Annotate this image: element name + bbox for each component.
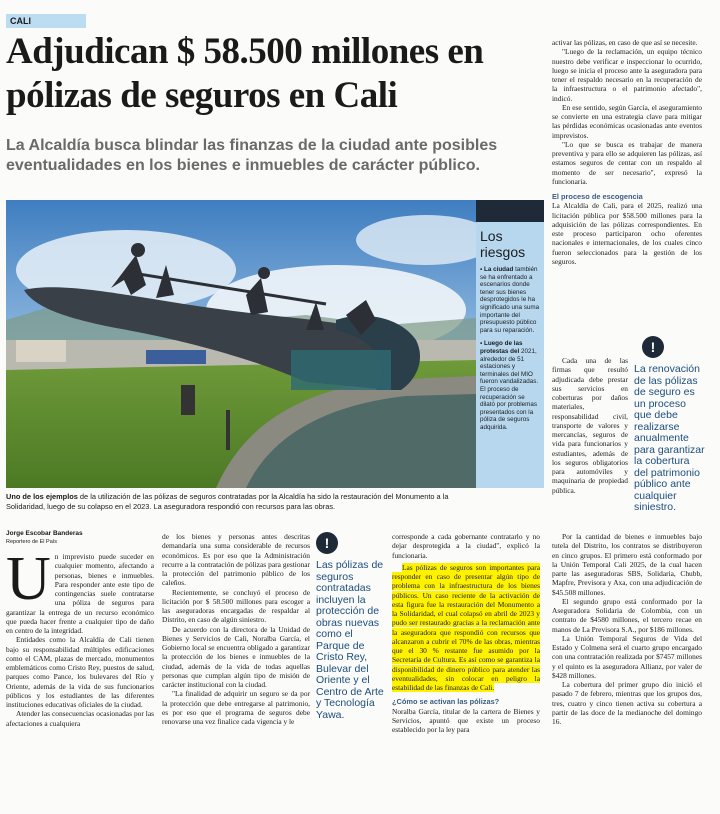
article-column-4c xyxy=(552,532,702,726)
headline: Adjudican $ 58.500 millones en pólizas de seguros en Cali xyxy=(6,31,484,116)
section-tag: CALI xyxy=(6,14,86,28)
paragraph: La cobertura del primer grupo dio inició el pasado 7 de febrero, mientras que los grupos dos, tres, cuatro y cinco tienen activa su cobertura a partir de las doce de la medianoche del domingo 16. xyxy=(552,680,702,726)
paragraph: Entidades como la Alcaldía de Cali tienen bajo su responsabilidad múltiples edificaciones como el CAM, plazas de mercado, monumentos emblemáticos como Cristo Rey, puestos de salud, parques como Pance, los bulevares del Río y Oriente, además de la vida de sus funcionarios públicos y los estudiantes de las diferentes instituciones educativas oficiales de la ciudad. xyxy=(6,635,154,709)
paragraph: n imprevisto puede suceder en cualquier momento, afectando a personas, bienes e inmuebles. Para responder ante este tipo de contingencias suele contratarse una póliza de seguros para garantizar la entrega de un recurso económico que pueda hacer frente a cualquier tipo de daño en centro de la integridad. xyxy=(6,552,154,635)
paragraph: Cada una de las firmas que resultó adjudicada debe prestar sus servicios en coberturas por daños materiales, responsabilidad civil, transporte de valores y mercancías, seguros de vida para funcionarios y estudiantes, además de los seguros obligatorios para automóviles y maquinaria de propiedad pública. xyxy=(552,356,628,495)
byline: Jorge Escobar Banderas Reportero de El País xyxy=(6,530,83,545)
paragraph: De acuerdo con la directora de la Unidad de Bienes y Servicios de Cali, Noralba García, el Gobierno local se encuentra obligado a garantizar la protección de los bienes e inmuebles de la ciudad, además de la vida de todas aquellas personas que cumplan algún tipo de misión de carácter institucional con la ciudad. xyxy=(162,624,310,689)
paragraph: Por la cantidad de bienes e inmuebles bajo tutela del Distrito, los contratos se distribuyeron en cinco grupos. El primero está conformado por la Unión Temporal Cali 2025, de la cual hacen parte las aseguradoras SBS, Solidaria, Chubb, Mapfre, Previsora y Axa, con una adjudicación de $45.508 millones. xyxy=(552,532,702,597)
paragraph: La Alcaldía de Cali, para el 2025, realizó una licitación pública por $58.500 millones para la adquisición de las pólizas correspondientes. En este proceso participaron ocho oferentes nacionales e internacionales, de los cuales cinco fueron seleccionados para la gestión de los seguros. xyxy=(552,201,702,266)
drop-cap: U xyxy=(6,545,51,613)
paragraph: El segundo grupo está conformado por la Aseguradora Solidaria de Colombia, con un contrato de $4580 millones, el tercero recae en manos de La Previsora S.A., por $186 millones. xyxy=(552,596,702,634)
highlighted-paragraph: Las pólizas de seguros son importantes para responder en caso de presentar algún tipo de problema con la infraestructura de los bienes públicos. Un caso reciente de la activación de esta figura fue la restauración del Monumento a la Solidaridad, el cual colapsó en abril de 2023 y pudo ser restaurado gracias a la reclamación ante la aseguradora que respondió con recursos que alcanzaron a cubrir el 70% de las obras, mientras que el 30 % restante fue asumido por la Secretaría de Cultura. Es así como se garantiza la disponibilidad de dinero público para atender las eventualidades, sin colocar en peligro la estabilidad de las finanzas de Cali. xyxy=(392,562,540,692)
paragraph: Noralba García, titular de la cartera de Bienes y Servicios, apuntó que existe un proceso establecido por la ley para xyxy=(392,706,540,735)
paragraph: de los bienes y personas antes descritas demandaría una suma considerable de recursos económicos. Es por eso que la Administración recurre a la contratación de pólizas para gestionar la protección del patrimonio público de los caleños. xyxy=(162,532,310,588)
paragraph: La Unión Temporal Seguros de Vida del Estado y Colmena será el cuarto grupo encargado con una contratación realizada por $7457 millones y el quinto es la aseguradora Allianz, por valer de $428 millones. xyxy=(552,633,702,680)
exclamation-icon: ! xyxy=(642,336,664,358)
paragraph: "Luego de la reclamación, un equipo técnico nuestro debe verificar e inspeccionar lo ocurrido, luego se inicia el proceso ante la aseguradora para tener el respaldo necesario en la recuperación de la infraestructura o el patrimonio afectado", indicó. xyxy=(552,47,702,103)
article-column-1 xyxy=(6,545,154,728)
article-column-3 xyxy=(392,532,540,735)
sidebar-header-bar xyxy=(476,200,544,222)
risks-sidebar xyxy=(476,200,544,488)
monument-illustration xyxy=(6,200,476,488)
sidebar-title: Los riesgos xyxy=(480,228,526,260)
subhead: La Alcaldía busca blindar las finanzas de la ciudad ante posibles eventualidades en los bienes e inmuebles de carácter público. xyxy=(6,137,498,174)
article-column-4 xyxy=(552,38,702,266)
subsection-title: El proceso de escogencia xyxy=(552,192,643,201)
pull-quote-1: ! Las pólizas de seguros contratadas incluyen la protección de obras nuevas como el Parque de Cristo Rey, Bulevar del Oriente y el Centro de Arte y Tecnología Yawa. xyxy=(316,532,384,721)
sidebar-item: ▪ Luego de las protestas del 2021, alrededor de 51 estaciones y terminales del MIO fueron vandalizadas. El proceso de recuperación se dilató por problemas presentados con la póliza de seguros adquirida. xyxy=(480,340,539,431)
exclamation-icon: ! xyxy=(316,532,338,554)
subsection-title: ¿Cómo se activan las pólizas? xyxy=(392,697,500,707)
pull-quote-2: ! La renovación de las pólizas de seguro es un proceso que debe realizarse anualmente para garantizar la cobertura del patrimonio público ante cualquier siniestro. xyxy=(634,336,706,514)
paragraph: "Lo que se busca es trabajar de manera preventiva y para ello se adquieren las pólizas, así estamos seguros de centar con un respaldo al momento de ser necesario", expresó la funcionaria. xyxy=(552,139,702,186)
paragraph: corresponde a cada gobernante contratarlo y no dejar desprotegida a la ciudad", explicó la funcionaria. xyxy=(392,532,540,560)
paragraph: Atender las consecuencias ocasionadas por las afectaciones a cualquiera xyxy=(6,709,154,728)
paragraph: activar las pólizas, en caso de que así se necesite. xyxy=(552,38,698,47)
paragraph: Recientemente, se concluyó el proceso de licitación por $ 58.500 millones para escoger a las aseguradoras encargadas de respaldar al Distrito, en caso de algún siniestro. xyxy=(162,587,310,625)
article-column-4b xyxy=(552,356,628,495)
sidebar-item: ▪ La ciudad también se ha enfrentado a escenarios donde tener sus bienes desprotegidos le ha significado una suma importante del presupuesto público para su reparación. xyxy=(480,266,540,334)
photo-caption: Uno de los ejemplos de la utilización de las pólizas de seguros contratadas por la Alcaldía ha sido la restauración del Monumento a la Solidaridad, luego de su colapso en el 2023. La aseguradora respondió con recursos para las obras. xyxy=(6,492,449,511)
article-column-2 xyxy=(162,532,310,726)
monument-photo xyxy=(6,200,476,488)
paragraph: En ese sentido, según García, el aseguramiento se convierte en una estrategia clave para mitigar las pérdidas económicas ocasionadas ante eventos imprevistos. xyxy=(552,102,702,140)
paragraph: "La finalidad de adquirir un seguro se da por la protección que debe entregarse al patrimonio, es por eso que el programa de seguros debe renovarse una vez finalice cada vigencia y le xyxy=(162,689,310,726)
